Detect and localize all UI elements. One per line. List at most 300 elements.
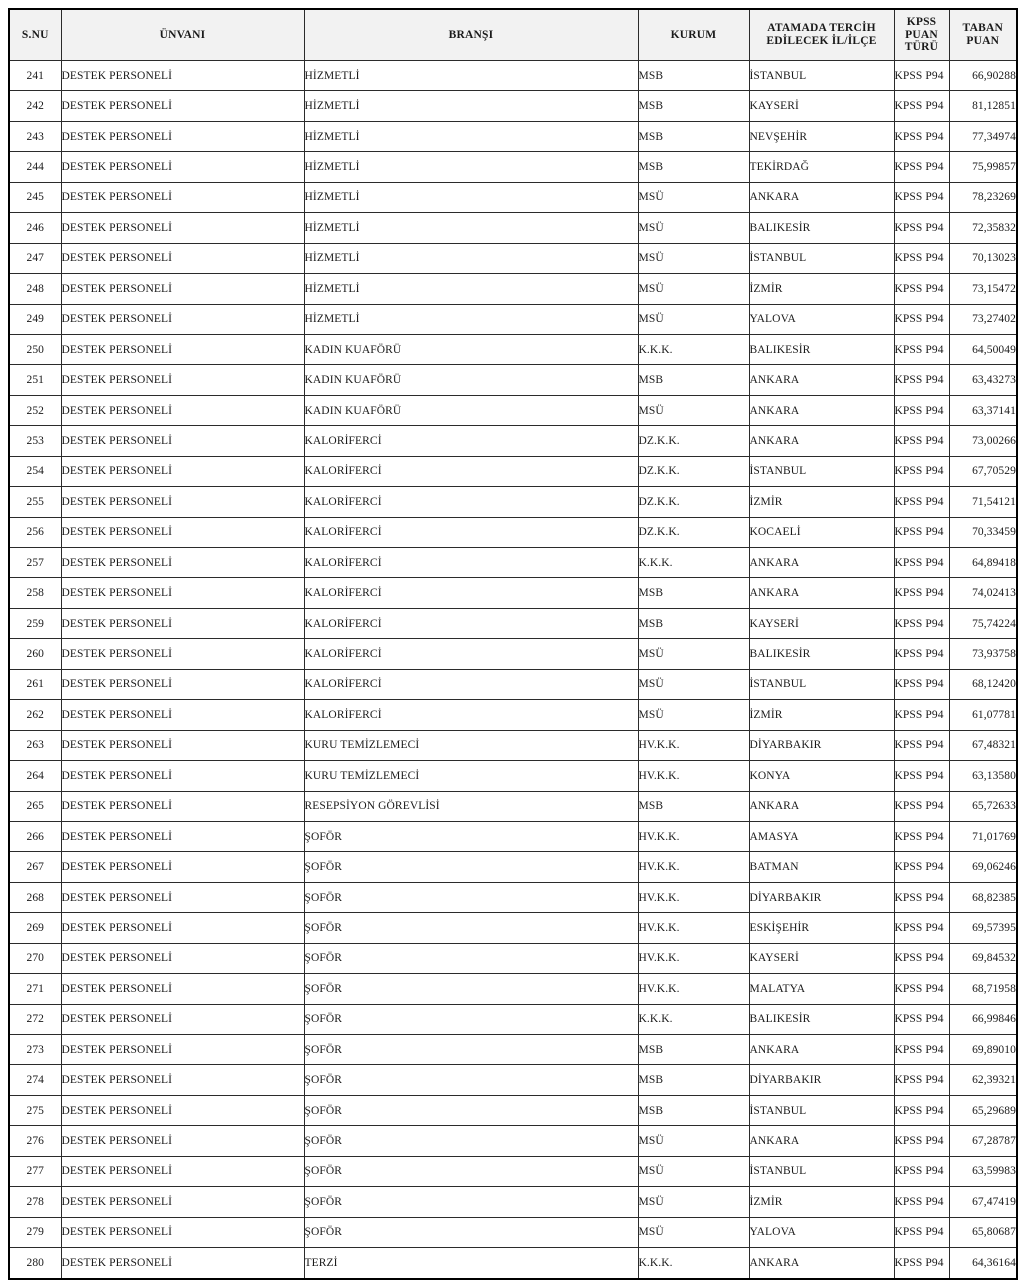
cell-il-ilce: BALIKESİR	[749, 334, 894, 364]
cell-unvani: DESTEK PERSONELİ	[61, 700, 304, 730]
column-header-kpss-line1: KPSS	[906, 15, 937, 28]
cell-unvani: DESTEK PERSONELİ	[61, 274, 304, 304]
cell-kpss-puan-turu: KPSS P94	[894, 274, 949, 304]
cell-kurum: HV.K.K.	[638, 882, 749, 912]
table-row	[9, 1248, 1017, 1279]
cell-sno: 275	[9, 1095, 61, 1125]
cell-bransi: KALORİFERCİ	[304, 669, 638, 699]
cell-il-ilce: KAYSERİ	[749, 943, 894, 973]
cell-unvani: DESTEK PERSONELİ	[61, 761, 304, 791]
cell-sno: 247	[9, 243, 61, 273]
cell-unvani: DESTEK PERSONELİ	[61, 213, 304, 243]
cell-il-ilce: KOCAELİ	[749, 517, 894, 547]
column-header-kpss-puan-turu	[894, 9, 949, 61]
table-row	[9, 1095, 1017, 1125]
cell-kpss-puan-turu: KPSS P94	[894, 61, 949, 91]
cell-unvani: DESTEK PERSONELİ	[61, 487, 304, 517]
cell-taban-puan: 67,70529	[949, 456, 1017, 486]
cell-kpss-puan-turu: KPSS P94	[894, 548, 949, 578]
cell-bransi: ŞOFÖR	[304, 1156, 638, 1186]
cell-kpss-puan-turu: KPSS P94	[894, 1248, 949, 1279]
cell-taban-puan: 74,02413	[949, 578, 1017, 608]
cell-unvani: DESTEK PERSONELİ	[61, 1065, 304, 1095]
cell-sno: 243	[9, 121, 61, 151]
table-row	[9, 1004, 1017, 1034]
cell-unvani: DESTEK PERSONELİ	[61, 456, 304, 486]
cell-sno: 249	[9, 304, 61, 334]
cell-kurum: HV.K.K.	[638, 943, 749, 973]
cell-il-ilce: ESKİŞEHİR	[749, 913, 894, 943]
cell-taban-puan: 66,99846	[949, 1004, 1017, 1034]
cell-kpss-puan-turu: KPSS P94	[894, 365, 949, 395]
cell-bransi: KADIN KUAFÖRÜ	[304, 334, 638, 364]
cell-kpss-puan-turu: KPSS P94	[894, 213, 949, 243]
column-header-bransi: BRANŞI	[304, 9, 638, 61]
cell-taban-puan: 64,89418	[949, 548, 1017, 578]
cell-sno: 252	[9, 395, 61, 425]
cell-bransi: KALORİFERCİ	[304, 639, 638, 669]
cell-unvani: DESTEK PERSONELİ	[61, 852, 304, 882]
cell-bransi: HİZMETLİ	[304, 213, 638, 243]
cell-taban-puan: 69,84532	[949, 943, 1017, 973]
table-row	[9, 365, 1017, 395]
cell-il-ilce: ANKARA	[749, 548, 894, 578]
cell-bransi: ŞOFÖR	[304, 943, 638, 973]
table-row	[9, 517, 1017, 547]
cell-unvani: DESTEK PERSONELİ	[61, 608, 304, 638]
appointment-listing-table	[8, 8, 1018, 1280]
cell-kpss-puan-turu: KPSS P94	[894, 821, 949, 851]
cell-bransi: ŞOFÖR	[304, 821, 638, 851]
cell-il-ilce: BATMAN	[749, 852, 894, 882]
cell-unvani: DESTEK PERSONELİ	[61, 91, 304, 121]
cell-kpss-puan-turu: KPSS P94	[894, 182, 949, 212]
cell-unvani: DESTEK PERSONELİ	[61, 152, 304, 182]
cell-sno: 259	[9, 608, 61, 638]
table-row	[9, 791, 1017, 821]
cell-kpss-puan-turu: KPSS P94	[894, 608, 949, 638]
cell-unvani: DESTEK PERSONELİ	[61, 243, 304, 273]
cell-sno: 269	[9, 913, 61, 943]
cell-kpss-puan-turu: KPSS P94	[894, 1126, 949, 1156]
cell-il-ilce: KAYSERİ	[749, 608, 894, 638]
cell-sno: 271	[9, 974, 61, 1004]
cell-taban-puan: 71,54121	[949, 487, 1017, 517]
cell-il-ilce: DİYARBAKIR	[749, 882, 894, 912]
cell-bransi: KALORİFERCİ	[304, 608, 638, 638]
cell-sno: 248	[9, 274, 61, 304]
cell-unvani: DESTEK PERSONELİ	[61, 882, 304, 912]
cell-bransi: KALORİFERCİ	[304, 700, 638, 730]
cell-il-ilce: İZMİR	[749, 700, 894, 730]
cell-il-ilce: İZMİR	[749, 274, 894, 304]
cell-taban-puan: 70,33459	[949, 517, 1017, 547]
cell-bransi: KALORİFERCİ	[304, 517, 638, 547]
cell-bransi: ŞOFÖR	[304, 882, 638, 912]
table-row	[9, 182, 1017, 212]
table-row	[9, 426, 1017, 456]
cell-bransi: HİZMETLİ	[304, 121, 638, 151]
cell-il-ilce: DİYARBAKIR	[749, 1065, 894, 1095]
cell-unvani: DESTEK PERSONELİ	[61, 1004, 304, 1034]
cell-kpss-puan-turu: KPSS P94	[894, 1004, 949, 1034]
cell-kpss-puan-turu: KPSS P94	[894, 1156, 949, 1186]
cell-unvani: DESTEK PERSONELİ	[61, 1035, 304, 1065]
cell-kpss-puan-turu: KPSS P94	[894, 730, 949, 760]
cell-kurum: MSÜ	[638, 669, 749, 699]
cell-kurum: MSÜ	[638, 700, 749, 730]
cell-bransi: ŞOFÖR	[304, 1217, 638, 1247]
cell-taban-puan: 69,89010	[949, 1035, 1017, 1065]
cell-kurum: MSB	[638, 61, 749, 91]
table-row	[9, 943, 1017, 973]
cell-kpss-puan-turu: KPSS P94	[894, 669, 949, 699]
cell-kurum: MSB	[638, 152, 749, 182]
column-header-taban-puan	[949, 9, 1017, 61]
cell-kurum: MSÜ	[638, 1217, 749, 1247]
cell-bransi: ŞOFÖR	[304, 1065, 638, 1095]
cell-kpss-puan-turu: KPSS P94	[894, 943, 949, 973]
table-row	[9, 213, 1017, 243]
table-row	[9, 669, 1017, 699]
table-row	[9, 152, 1017, 182]
cell-sno: 245	[9, 182, 61, 212]
cell-sno: 255	[9, 487, 61, 517]
table-header-row	[9, 9, 1017, 61]
cell-unvani: DESTEK PERSONELİ	[61, 426, 304, 456]
cell-bransi: HİZMETLİ	[304, 152, 638, 182]
column-header-il-ilce	[749, 9, 894, 61]
cell-kurum: DZ.K.K.	[638, 456, 749, 486]
cell-kurum: HV.K.K.	[638, 821, 749, 851]
cell-kurum: MSB	[638, 578, 749, 608]
cell-bransi: ŞOFÖR	[304, 974, 638, 1004]
cell-taban-puan: 65,80687	[949, 1217, 1017, 1247]
cell-taban-puan: 69,06246	[949, 852, 1017, 882]
cell-kpss-puan-turu: KPSS P94	[894, 334, 949, 364]
table-row	[9, 334, 1017, 364]
cell-kpss-puan-turu: KPSS P94	[894, 304, 949, 334]
column-header-il-ilce-line2: EDİLECEK İL/İLÇE	[766, 35, 877, 47]
cell-il-ilce: ANKARA	[749, 182, 894, 212]
cell-taban-puan: 64,36164	[949, 1248, 1017, 1279]
cell-bransi: HİZMETLİ	[304, 91, 638, 121]
cell-unvani: DESTEK PERSONELİ	[61, 1095, 304, 1125]
cell-bransi: KALORİFERCİ	[304, 456, 638, 486]
cell-il-ilce: İSTANBUL	[749, 456, 894, 486]
cell-sno: 267	[9, 852, 61, 882]
cell-taban-puan: 68,82385	[949, 882, 1017, 912]
cell-kurum: MSÜ	[638, 182, 749, 212]
table-header	[9, 9, 1017, 61]
cell-sno: 242	[9, 91, 61, 121]
cell-sno: 278	[9, 1187, 61, 1217]
cell-taban-puan: 63,13580	[949, 761, 1017, 791]
cell-kurum: MSB	[638, 1065, 749, 1095]
cell-kurum: MSÜ	[638, 213, 749, 243]
cell-unvani: DESTEK PERSONELİ	[61, 1187, 304, 1217]
table-row	[9, 91, 1017, 121]
cell-kurum: MSB	[638, 791, 749, 821]
cell-kurum: HV.K.K.	[638, 852, 749, 882]
cell-kurum: MSÜ	[638, 1126, 749, 1156]
cell-bransi: HİZMETLİ	[304, 243, 638, 273]
cell-sno: 266	[9, 821, 61, 851]
cell-il-ilce: ANKARA	[749, 578, 894, 608]
cell-kpss-puan-turu: KPSS P94	[894, 1095, 949, 1125]
table-row	[9, 121, 1017, 151]
cell-sno: 254	[9, 456, 61, 486]
table-row	[9, 913, 1017, 943]
cell-kpss-puan-turu: KPSS P94	[894, 456, 949, 486]
cell-kurum: K.K.K.	[638, 548, 749, 578]
cell-taban-puan: 71,01769	[949, 821, 1017, 851]
cell-taban-puan: 73,27402	[949, 304, 1017, 334]
table-row	[9, 456, 1017, 486]
cell-bransi: KURU TEMİZLEMECİ	[304, 730, 638, 760]
table-row	[9, 852, 1017, 882]
cell-taban-puan: 65,72633	[949, 791, 1017, 821]
cell-taban-puan: 67,48321	[949, 730, 1017, 760]
cell-sno: 280	[9, 1248, 61, 1279]
table-row	[9, 1156, 1017, 1186]
cell-taban-puan: 67,28787	[949, 1126, 1017, 1156]
cell-il-ilce: YALOVA	[749, 1217, 894, 1247]
table-row	[9, 1187, 1017, 1217]
table-row	[9, 487, 1017, 517]
cell-sno: 273	[9, 1035, 61, 1065]
cell-taban-puan: 78,23269	[949, 182, 1017, 212]
cell-kurum: MSB	[638, 365, 749, 395]
cell-bransi: KURU TEMİZLEMECİ	[304, 761, 638, 791]
cell-sno: 256	[9, 517, 61, 547]
cell-kpss-puan-turu: KPSS P94	[894, 913, 949, 943]
cell-bransi: ŞOFÖR	[304, 1095, 638, 1125]
cell-kurum: K.K.K.	[638, 1248, 749, 1279]
cell-unvani: DESTEK PERSONELİ	[61, 974, 304, 1004]
cell-sno: 246	[9, 213, 61, 243]
cell-kpss-puan-turu: KPSS P94	[894, 761, 949, 791]
cell-kurum: DZ.K.K.	[638, 517, 749, 547]
cell-kpss-puan-turu: KPSS P94	[894, 974, 949, 1004]
cell-il-ilce: İZMİR	[749, 487, 894, 517]
cell-kpss-puan-turu: KPSS P94	[894, 487, 949, 517]
cell-taban-puan: 63,59983	[949, 1156, 1017, 1186]
cell-kpss-puan-turu: KPSS P94	[894, 639, 949, 669]
cell-sno: 274	[9, 1065, 61, 1095]
table-body	[9, 61, 1017, 1279]
cell-taban-puan: 61,07781	[949, 700, 1017, 730]
cell-bransi: ŞOFÖR	[304, 1187, 638, 1217]
table-row	[9, 882, 1017, 912]
cell-kurum: MSÜ	[638, 274, 749, 304]
cell-kurum: DZ.K.K.	[638, 487, 749, 517]
cell-kpss-puan-turu: KPSS P94	[894, 152, 949, 182]
cell-bransi: KALORİFERCİ	[304, 426, 638, 456]
cell-kpss-puan-turu: KPSS P94	[894, 578, 949, 608]
cell-unvani: DESTEK PERSONELİ	[61, 1126, 304, 1156]
cell-unvani: DESTEK PERSONELİ	[61, 943, 304, 973]
cell-il-ilce: NEVŞEHİR	[749, 121, 894, 151]
cell-unvani: DESTEK PERSONELİ	[61, 730, 304, 760]
column-header-taban-line2: PUAN	[966, 35, 1000, 47]
cell-kurum: MSÜ	[638, 304, 749, 334]
cell-il-ilce: YALOVA	[749, 304, 894, 334]
cell-kpss-puan-turu: KPSS P94	[894, 791, 949, 821]
cell-kurum: HV.K.K.	[638, 974, 749, 1004]
cell-il-ilce: BALIKESİR	[749, 639, 894, 669]
cell-bransi: TERZİ	[304, 1248, 638, 1279]
cell-kurum: MSÜ	[638, 395, 749, 425]
cell-unvani: DESTEK PERSONELİ	[61, 821, 304, 851]
cell-taban-puan: 66,90288	[949, 61, 1017, 91]
cell-il-ilce: AMASYA	[749, 821, 894, 851]
cell-il-ilce: ANKARA	[749, 1035, 894, 1065]
cell-sno: 241	[9, 61, 61, 91]
cell-il-ilce: KONYA	[749, 761, 894, 791]
cell-il-ilce: İSTANBUL	[749, 61, 894, 91]
table-row	[9, 304, 1017, 334]
cell-unvani: DESTEK PERSONELİ	[61, 304, 304, 334]
table-row	[9, 608, 1017, 638]
table-row	[9, 974, 1017, 1004]
cell-kpss-puan-turu: KPSS P94	[894, 426, 949, 456]
cell-unvani: DESTEK PERSONELİ	[61, 517, 304, 547]
table-row	[9, 1126, 1017, 1156]
cell-sno: 260	[9, 639, 61, 669]
cell-unvani: DESTEK PERSONELİ	[61, 1217, 304, 1247]
cell-kpss-puan-turu: KPSS P94	[894, 243, 949, 273]
cell-unvani: DESTEK PERSONELİ	[61, 913, 304, 943]
cell-sno: 277	[9, 1156, 61, 1186]
cell-il-ilce: İSTANBUL	[749, 669, 894, 699]
cell-bransi: HİZMETLİ	[304, 61, 638, 91]
table-row	[9, 243, 1017, 273]
cell-taban-puan: 68,12420	[949, 669, 1017, 699]
cell-bransi: HİZMETLİ	[304, 182, 638, 212]
cell-kurum: MSB	[638, 608, 749, 638]
cell-sno: 270	[9, 943, 61, 973]
cell-sno: 279	[9, 1217, 61, 1247]
cell-kpss-puan-turu: KPSS P94	[894, 517, 949, 547]
cell-il-ilce: ANKARA	[749, 395, 894, 425]
cell-kpss-puan-turu: KPSS P94	[894, 700, 949, 730]
cell-il-ilce: KAYSERİ	[749, 91, 894, 121]
cell-taban-puan: 69,57395	[949, 913, 1017, 943]
cell-bransi: ŞOFÖR	[304, 1004, 638, 1034]
cell-kpss-puan-turu: KPSS P94	[894, 395, 949, 425]
cell-bransi: ŞOFÖR	[304, 913, 638, 943]
cell-taban-puan: 63,43273	[949, 365, 1017, 395]
column-header-unvani: ÜNVANI	[61, 9, 304, 61]
table-row	[9, 274, 1017, 304]
cell-sno: 253	[9, 426, 61, 456]
cell-bransi: KALORİFERCİ	[304, 487, 638, 517]
cell-il-ilce: İSTANBUL	[749, 1156, 894, 1186]
cell-kurum: MSB	[638, 91, 749, 121]
cell-unvani: DESTEK PERSONELİ	[61, 121, 304, 151]
cell-kurum: HV.K.K.	[638, 730, 749, 760]
cell-sno: 262	[9, 700, 61, 730]
cell-il-ilce: TEKİRDAĞ	[749, 152, 894, 182]
cell-unvani: DESTEK PERSONELİ	[61, 791, 304, 821]
cell-il-ilce: MALATYA	[749, 974, 894, 1004]
cell-unvani: DESTEK PERSONELİ	[61, 334, 304, 364]
cell-bransi: ŞOFÖR	[304, 1126, 638, 1156]
cell-bransi: ŞOFÖR	[304, 852, 638, 882]
cell-unvani: DESTEK PERSONELİ	[61, 61, 304, 91]
cell-taban-puan: 65,29689	[949, 1095, 1017, 1125]
cell-bransi: KALORİFERCİ	[304, 548, 638, 578]
cell-il-ilce: ANKARA	[749, 426, 894, 456]
table-row	[9, 639, 1017, 669]
cell-il-ilce: ANKARA	[749, 1248, 894, 1279]
cell-il-ilce: İSTANBUL	[749, 1095, 894, 1125]
cell-kurum: K.K.K.	[638, 1004, 749, 1034]
cell-kpss-puan-turu: KPSS P94	[894, 1035, 949, 1065]
cell-taban-puan: 75,99857	[949, 152, 1017, 182]
cell-kurum: MSÜ	[638, 1187, 749, 1217]
cell-taban-puan: 64,50049	[949, 334, 1017, 364]
cell-taban-puan: 75,74224	[949, 608, 1017, 638]
table-row	[9, 61, 1017, 91]
cell-taban-puan: 73,93758	[949, 639, 1017, 669]
column-header-sno: S.NU	[9, 9, 61, 61]
cell-unvani: DESTEK PERSONELİ	[61, 1156, 304, 1186]
cell-kpss-puan-turu: KPSS P94	[894, 882, 949, 912]
cell-bransi: HİZMETLİ	[304, 304, 638, 334]
cell-unvani: DESTEK PERSONELİ	[61, 669, 304, 699]
column-header-kurum: KURUM	[638, 9, 749, 61]
cell-kurum: HV.K.K.	[638, 761, 749, 791]
column-header-il-ilce-line1: ATAMADA TERCİH	[767, 22, 876, 35]
cell-sno: 276	[9, 1126, 61, 1156]
cell-taban-puan: 81,12851	[949, 91, 1017, 121]
cell-kurum: MSÜ	[638, 1156, 749, 1186]
cell-kurum: DZ.K.K.	[638, 426, 749, 456]
cell-taban-puan: 73,00266	[949, 426, 1017, 456]
cell-unvani: DESTEK PERSONELİ	[61, 182, 304, 212]
cell-kpss-puan-turu: KPSS P94	[894, 1065, 949, 1095]
cell-unvani: DESTEK PERSONELİ	[61, 578, 304, 608]
table-row	[9, 761, 1017, 791]
cell-bransi: KALORİFERCİ	[304, 578, 638, 608]
table-row	[9, 1035, 1017, 1065]
table-row	[9, 1065, 1017, 1095]
cell-il-ilce: BALIKESİR	[749, 1004, 894, 1034]
table-row	[9, 821, 1017, 851]
cell-kurum: K.K.K.	[638, 334, 749, 364]
cell-sno: 257	[9, 548, 61, 578]
cell-il-ilce: DİYARBAKIR	[749, 730, 894, 760]
cell-unvani: DESTEK PERSONELİ	[61, 365, 304, 395]
cell-kurum: MSB	[638, 121, 749, 151]
cell-kurum: HV.K.K.	[638, 913, 749, 943]
cell-kpss-puan-turu: KPSS P94	[894, 1217, 949, 1247]
cell-taban-puan: 73,15472	[949, 274, 1017, 304]
cell-taban-puan: 70,13023	[949, 243, 1017, 273]
cell-bransi: ŞOFÖR	[304, 1035, 638, 1065]
cell-sno: 250	[9, 334, 61, 364]
cell-kurum: MSB	[638, 1095, 749, 1125]
table-row	[9, 395, 1017, 425]
cell-taban-puan: 67,47419	[949, 1187, 1017, 1217]
cell-kurum: MSÜ	[638, 243, 749, 273]
cell-il-ilce: İZMİR	[749, 1187, 894, 1217]
cell-sno: 258	[9, 578, 61, 608]
cell-il-ilce: ANKARA	[749, 1126, 894, 1156]
cell-unvani: DESTEK PERSONELİ	[61, 1248, 304, 1279]
